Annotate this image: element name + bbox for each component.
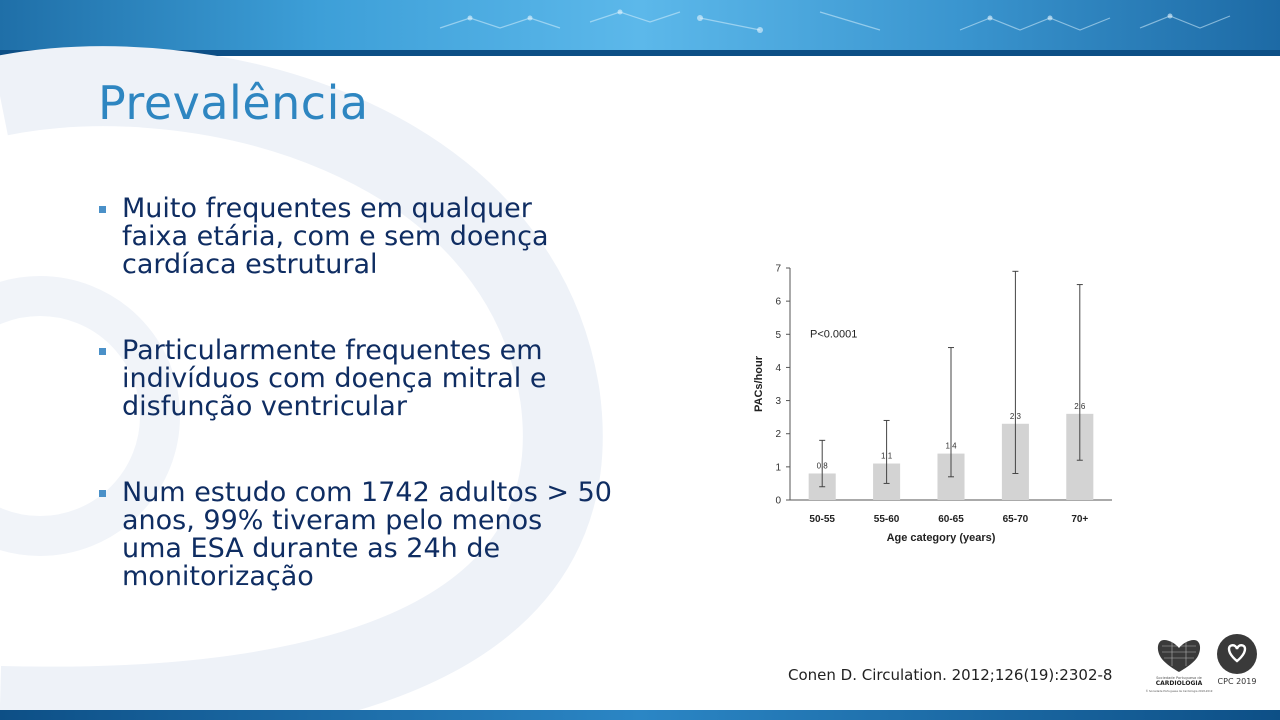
cpc-logo-label: CPC 2019 bbox=[1217, 677, 1257, 686]
bullet-line: uma ESA durante as 24h de bbox=[122, 533, 501, 564]
spc-logo-subtitle: Sociedade Portuguesa de bbox=[1156, 676, 1202, 680]
y-tick-label: 2 bbox=[775, 429, 781, 441]
y-tick-label: 6 bbox=[775, 296, 781, 308]
cpc-logo bbox=[1212, 632, 1262, 694]
bullet-item bbox=[96, 479, 656, 591]
bullet-line: indivíduos com doença mitral e bbox=[122, 363, 547, 394]
bullet-line: cardíaca estrutural bbox=[122, 249, 378, 280]
y-tick-label: 1 bbox=[775, 462, 781, 474]
bullet-marker-icon bbox=[99, 348, 106, 355]
y-tick-label: 4 bbox=[775, 362, 781, 374]
bullet-item bbox=[96, 337, 656, 421]
y-tick-label: 0 bbox=[775, 495, 781, 507]
molecule-pattern bbox=[0, 0, 1280, 50]
spc-logo-copyright: © Sociedade Portuguesa de Cardiologia 2018-2019 bbox=[1145, 690, 1213, 693]
x-tick-label: 65-70 bbox=[1002, 514, 1029, 525]
bullet-list bbox=[96, 195, 656, 649]
p-value-annotation: P<0.0001 bbox=[810, 328, 858, 341]
bullet-item bbox=[96, 195, 656, 279]
bullet-line: faixa etária, com e sem doença bbox=[122, 221, 549, 252]
bullet-line: disfunção ventricular bbox=[122, 391, 407, 422]
bullet-line: Num estudo com 1742 adultos > 50 bbox=[122, 477, 612, 508]
y-axis-title: PACs/hour bbox=[753, 355, 765, 413]
bullet-marker-icon bbox=[99, 206, 106, 213]
x-tick-label: 60-65 bbox=[938, 514, 964, 525]
spc-logo-name: CARDIOLOGIA bbox=[1155, 680, 1203, 687]
data-label: 2.6 bbox=[1074, 401, 1086, 411]
bullet-marker-icon bbox=[99, 490, 106, 497]
citation: Conen D. Circulation. 2012;126(19):2302-8 bbox=[788, 666, 1113, 684]
data-label: 1.4 bbox=[945, 441, 957, 451]
slide-title: Prevalência bbox=[98, 76, 369, 130]
bullet-line: Particularmente frequentes em bbox=[122, 335, 543, 366]
header-banner bbox=[0, 0, 1280, 56]
bullet-line: Muito frequentes em qualquer bbox=[122, 193, 532, 224]
y-tick-label: 7 bbox=[775, 263, 781, 275]
bar-chart bbox=[748, 258, 1128, 558]
bullet-line: monitorização bbox=[122, 561, 314, 592]
data-label: 1.1 bbox=[881, 451, 893, 461]
x-tick-label: 55-60 bbox=[873, 514, 900, 525]
y-tick-label: 3 bbox=[775, 396, 781, 408]
spc-logo bbox=[1145, 632, 1213, 694]
bullet-line: anos, 99% tiveram pelo menos bbox=[122, 505, 543, 536]
x-tick-label: 50-55 bbox=[809, 514, 835, 525]
data-label: 2.3 bbox=[1009, 411, 1021, 421]
y-tick-label: 5 bbox=[775, 329, 781, 341]
x-tick-label: 70+ bbox=[1071, 514, 1089, 525]
x-axis-title: Age category (years) bbox=[886, 532, 996, 544]
footer-bar bbox=[0, 710, 1280, 720]
data-label: 0.8 bbox=[816, 461, 828, 471]
